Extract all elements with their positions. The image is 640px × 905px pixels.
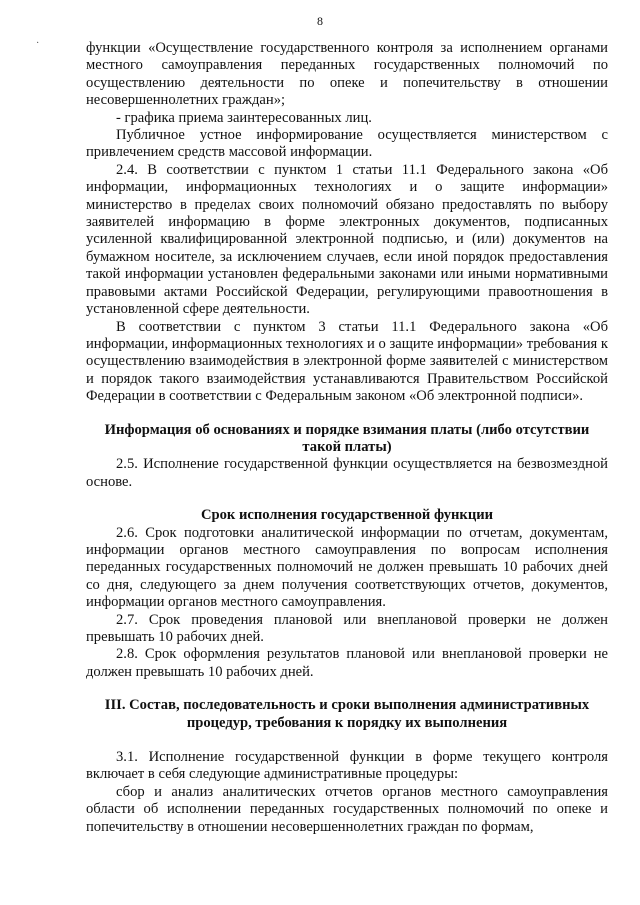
heading-section-3: III. Состав, последовательность и сроки выполнения административных процедур, требования к порядку их выполнения bbox=[104, 697, 590, 731]
heading-term: Срок исполнения государственной функции bbox=[200, 507, 494, 524]
page-number: 8 bbox=[317, 14, 323, 28]
paragraph-public-info: Публичное устное информирование осуществляется министерством с привлечением средств массовой информации. bbox=[86, 127, 608, 161]
paragraph-2-7: 2.7. Срок проведения плановой или внеплановой проверки не должен превышать 10 рабочих дней. bbox=[86, 611, 608, 645]
paragraph-electronic-interaction: В соответствии с пунктом 3 статьи 11.1 Федерального закона «Об информации, информационных технологиях и о защите информации» требования к осуществлению взаимодействия в электронной форме заявителей с министерством и порядок такого взаимодействия устанавливаются Правительством Российской Федерации в соответствии с Федеральным законом «Об электронной подписи». bbox=[86, 318, 608, 405]
corner-mark: · bbox=[36, 38, 40, 49]
paragraph-continuation: функции «Осуществление государственного контроля за исполнением органами местного самоуправления переданных государственных полномочий по осуществлению деятельности по опеке и попечительству в отношении несовершеннолетних граждан»; bbox=[86, 40, 608, 109]
heading-fee: Информация об основаниях и порядке взимания платы (либо отсутствии такой платы) bbox=[104, 421, 590, 455]
paragraph-schedule: - графика приема заинтересованных лиц. bbox=[116, 109, 372, 126]
page-content bbox=[86, 40, 608, 836]
paragraph-2-6: 2.6. Срок подготовки аналитической информации по отчетам, документам, информации органов местного самоуправления по вопросам исполнения переданных государственных полномочий не должен превышать 10 рабочих дней со дня, следующего за днем получения соответствующих отчетов, документов, информации органов местного самоуправления. bbox=[86, 524, 608, 611]
paragraph-collection: сбор и анализ аналитических отчетов органов местного самоуправления области об исполнении переданных государственных полномочий по опеке и попечительству в отношении несовершеннолетних граждан по формам, bbox=[86, 783, 608, 835]
paragraph-3-1: 3.1. Исполнение государственной функции в форме текущего контроля включает в себя следующие административные процедуры: bbox=[86, 749, 608, 783]
paragraph-2-4: 2.4. В соответствии с пунктом 1 статьи 11.1 Федерального закона «Об информации, информационных технологиях и о защите информации» министерство в пределах своих полномочий обязано предоставлять по выбору заявителей информацию в форме электронных документов, подписанных усиленной квалифицированной электронной подписью, и (или) документов на бумажном носителе, за исключением случаев, если иной порядок предоставления такой информации установлен федеральными законами или иными нормативными правовыми актами Российской Федерации, регулирующими правоотношения в установленной сфере деятельности. bbox=[86, 161, 608, 318]
paragraph-2-8: 2.8. Срок оформления результатов плановой или внеплановой проверки не должен превышать 10 рабочих дней. bbox=[86, 646, 608, 680]
paragraph-2-5: 2.5. Исполнение государственной функции осуществляется на безвозмездной основе. bbox=[86, 456, 608, 490]
